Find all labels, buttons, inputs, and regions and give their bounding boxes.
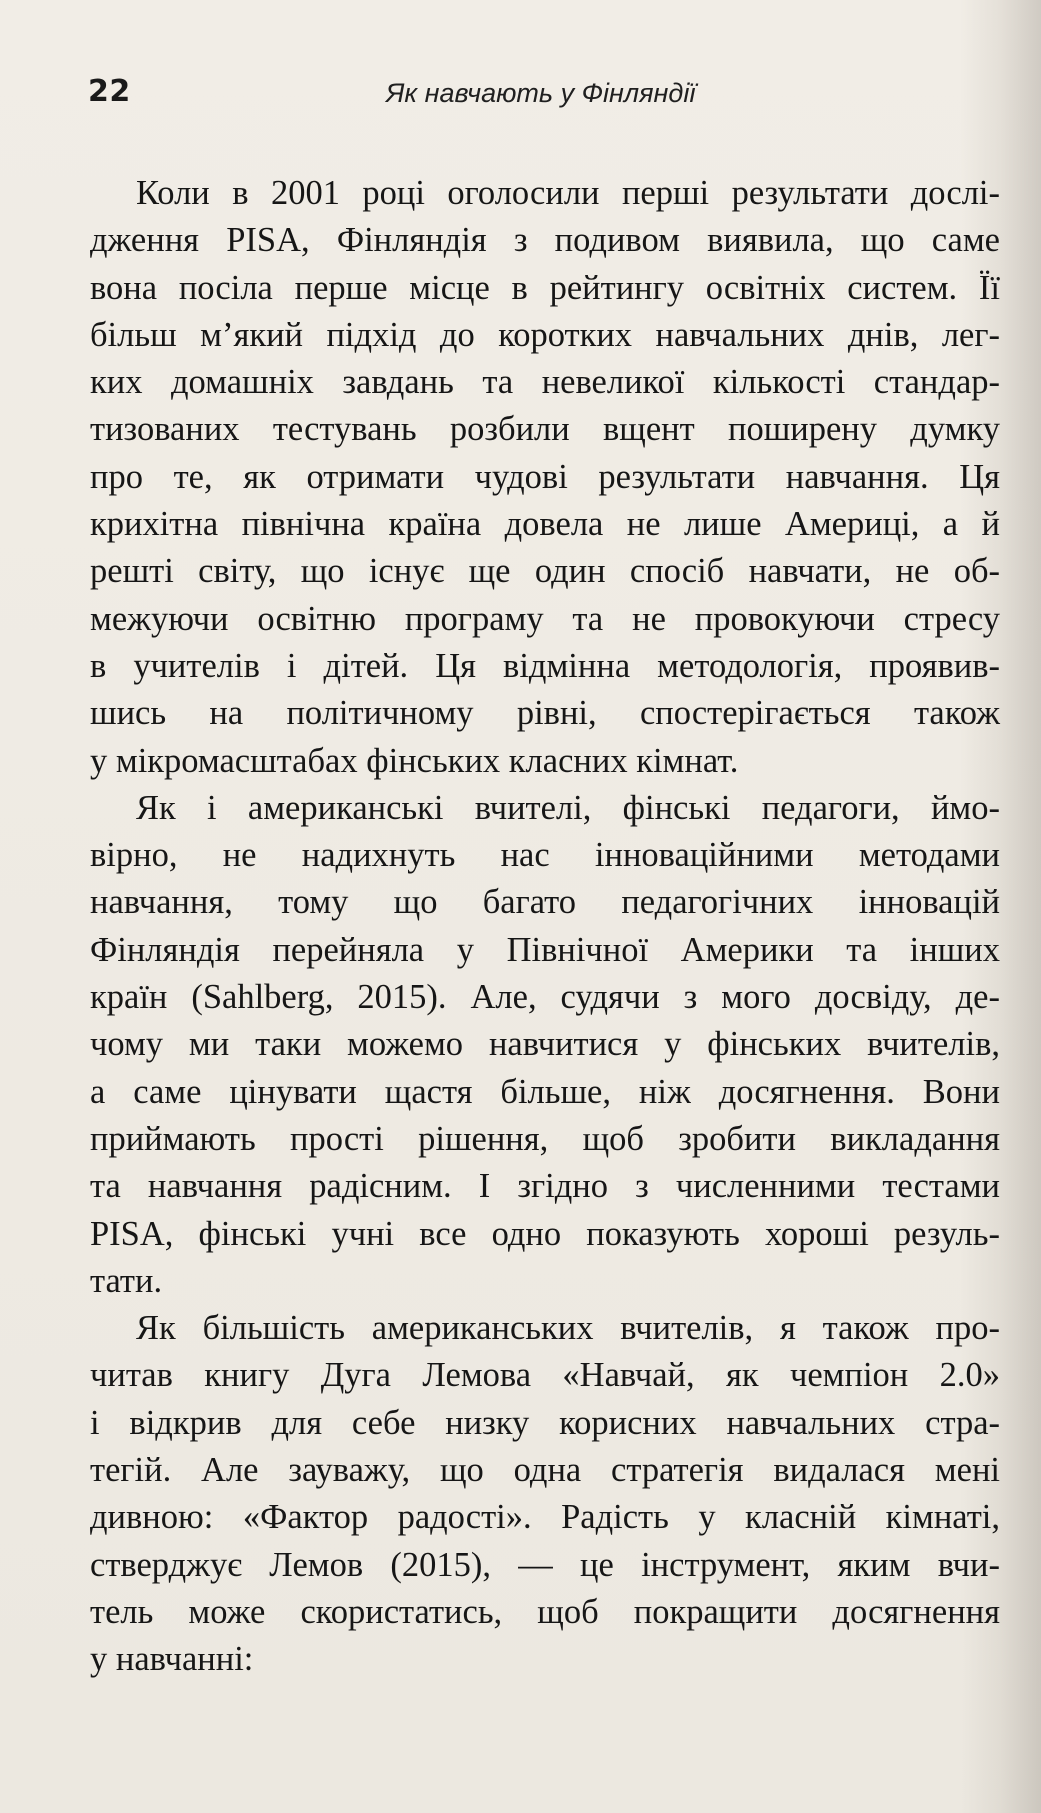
text-line: більш м’який підхід до коротких навчальних днів, лег- (90, 315, 1000, 354)
paragraph-2 (90, 785, 1000, 1305)
text-line: тегій. Але зауважу, що одна стратегія видалася мені (90, 1451, 1000, 1490)
text-line: Фінляндія перейняла у Північної Америки та інших (90, 930, 1000, 969)
text-line: країн (Sahlberg, 2015). Але, судячи з мого досвіду, де- (90, 978, 1000, 1017)
page-number: 22 (88, 74, 131, 109)
text-line: вона посіла перше місце в рейтингу освітніх систем. Її (90, 268, 1000, 307)
text-line: тизованих тестувань розбили вщент поширену думку (90, 410, 1000, 449)
text-line: решті світу, що існує ще один спосіб навчати, не об- (90, 552, 1000, 591)
text-line: межуючи освітню програму та не провокуючи стресу (90, 599, 1000, 638)
text-line: крихітна північна країна довела не лише Америці, а й (90, 505, 1000, 544)
text-line: ких домашніх завдань та невеликої кількості стандар- (90, 363, 1000, 402)
text-line: дження PISA, Фінляндія з подивом виявила, що саме (90, 221, 1000, 260)
text-line: навчання, тому що багато педагогічних інновацій (90, 883, 1000, 922)
text-line: у навчанні: (90, 1640, 254, 1679)
text-line: Як і американські вчителі, фінські педагоги, ймо- (136, 788, 1000, 827)
text-line: PISA, фінські учні все одно показують хороші резуль- (90, 1214, 1000, 1253)
body-text (90, 170, 1000, 1684)
text-line: тель може скористатись, щоб покращити досягнення (90, 1592, 1000, 1631)
text-line: шись на політичному рівні, спостерігається також (90, 694, 1000, 733)
text-line: вірно, не надихнуть нас інноваційними методами (90, 836, 1000, 875)
text-line: стверджує Лемов (2015), — це інструмент, яким вчи- (90, 1545, 1000, 1584)
text-line: дивною: «Фактор радості». Радість у класній кімнаті, (90, 1498, 1000, 1537)
running-header (88, 72, 968, 118)
text-line: Коли в 2001 році оголосили перші результати дослі- (136, 174, 1000, 212)
text-line: та навчання радісним. І згідно з численними тестами (90, 1167, 1000, 1206)
text-line: і відкрив для себе низку корисних навчальних стра- (90, 1403, 1000, 1442)
text-line: а саме цінувати щастя більше, ніж досягнення. Вони (90, 1072, 1000, 1111)
text-line: Як більшість американських вчителів, я також про- (136, 1309, 1000, 1348)
text-line: читав книгу Дуга Лемова «Навчай, як чемпіон 2.0» (90, 1356, 1000, 1395)
text-line: тати. (90, 1261, 163, 1300)
text-line: приймають прості рішення, щоб зробити викладання (90, 1119, 1000, 1158)
paragraph-1 (90, 170, 1000, 785)
running-title: Як навчають у Фінляндії (386, 78, 696, 108)
text-line: в учителів і дітей. Ця відмінна методологія, проявив- (90, 646, 1000, 685)
paragraph-3 (90, 1305, 1000, 1683)
text-line: про те, як отримати чудові результати навчання. Ця (90, 457, 1000, 496)
text-line: у мікромасштабах фінських класних кімнат. (90, 741, 739, 780)
text-line: чому ми таки можемо навчитися у фінських вчителів, (90, 1025, 1000, 1064)
